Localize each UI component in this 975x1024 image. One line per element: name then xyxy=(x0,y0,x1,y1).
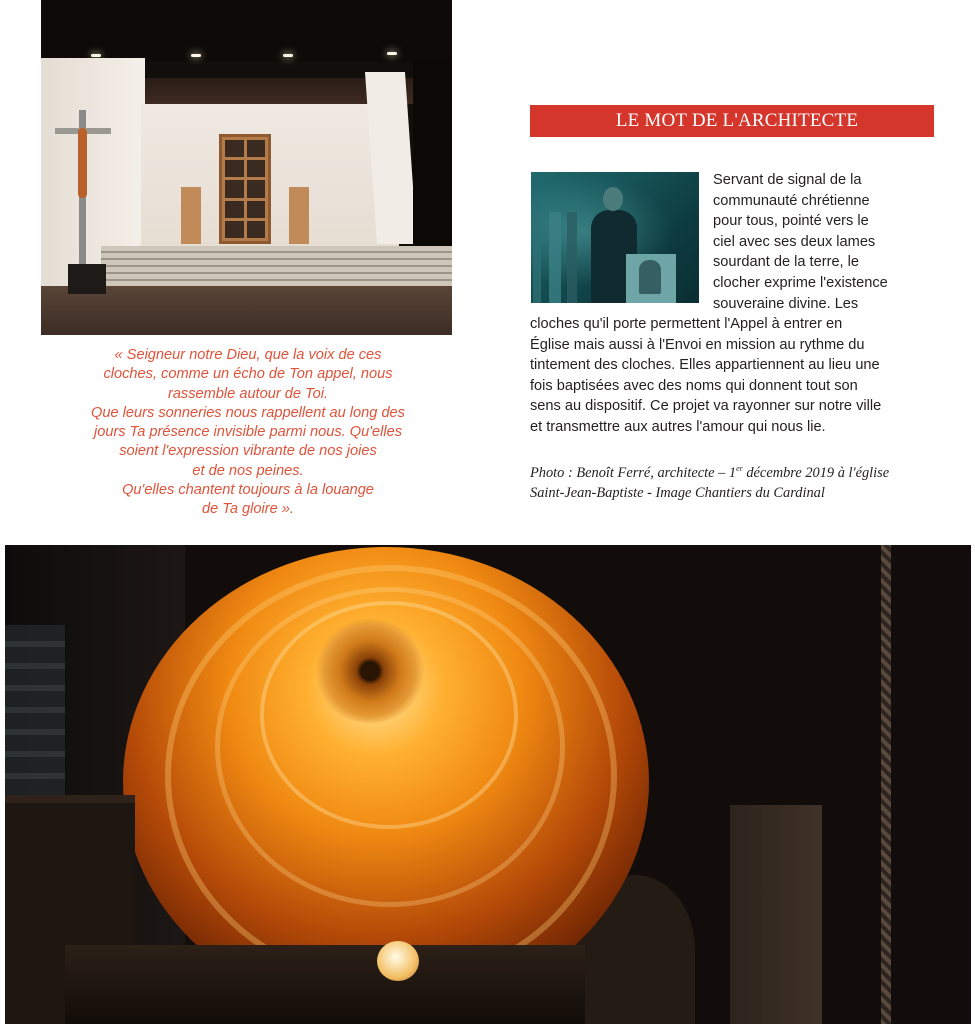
section-title: LE MOT DE L'ARCHITECTE xyxy=(615,110,859,131)
article-line: Servant de signal de la xyxy=(713,172,862,188)
article-line: clocher exprime l'existence xyxy=(713,274,888,291)
prayer-line: jours Ta présence invisible parmi nous. Qu'elles xyxy=(93,424,403,441)
prayer-line: Qu'elles chantent toujours à la louange xyxy=(122,482,374,499)
photo-dark-side xyxy=(413,60,452,260)
audience-figures xyxy=(533,212,583,303)
bell-frame-right xyxy=(730,805,822,1024)
prayer-line: de Ta gloire ». xyxy=(202,501,294,518)
main-door xyxy=(219,134,271,244)
church-steps xyxy=(101,246,452,286)
ceiling-light xyxy=(387,52,397,55)
bell-frame-bottom xyxy=(65,945,585,1024)
ceiling-light xyxy=(191,54,201,57)
article-line: communauté chrétienne xyxy=(713,192,870,209)
article-line: sens au dispositif. Ce projet va rayonner sur notre ville xyxy=(530,398,882,415)
article-text-wrapped xyxy=(713,170,888,314)
side-door-left xyxy=(181,187,201,244)
article-text-full xyxy=(530,314,881,438)
article-line: cloches qu'il porte permettent l'Appel à entrer en xyxy=(530,316,843,332)
article-line: souveraine divine. Les xyxy=(713,295,859,312)
article-line: sourdant de la terre, le xyxy=(713,254,860,271)
credit-superscript: er xyxy=(736,464,743,473)
prayer-line: et de nos peines. xyxy=(192,462,304,479)
article-line: tintement des cloches. Elles appartiennent au lieu une xyxy=(530,357,880,374)
bell-rope xyxy=(881,545,891,1024)
prayer-line: Que leurs sonneries nous rappellent au long des xyxy=(91,404,405,421)
photo-credit xyxy=(530,459,889,503)
credit-line-2: Saint-Jean-Baptiste - Image Chantiers du Cardinal xyxy=(530,484,825,501)
credit-line-1 xyxy=(530,459,889,483)
ceiling-light xyxy=(283,54,293,57)
article-line: ciel avec ses deux lames xyxy=(713,233,876,250)
architect-photo xyxy=(531,172,699,303)
bell-crown xyxy=(315,619,425,723)
prayer-line: rassemble autour de Toi. xyxy=(167,385,329,402)
article-line: fois baptisées avec des noms qui donnent tout son xyxy=(530,377,858,394)
prayer-line: soient l'expression vibrante de nos joies xyxy=(119,443,377,460)
crucifix-figure xyxy=(78,128,87,198)
clapper-ball xyxy=(377,941,419,981)
ceiling-light xyxy=(91,54,101,57)
prayer-line: « Seigneur notre Dieu, que la voix de ces xyxy=(114,347,382,363)
article-line: et transmettre aux autres l'amour qui nous lie. xyxy=(530,418,826,435)
article-line: pour tous, pointé vers le xyxy=(713,213,869,230)
credit-text: Photo : Benoît Ferré, architecte – 1 xyxy=(530,464,737,481)
side-door-right xyxy=(289,187,309,244)
section-header xyxy=(530,105,934,137)
prayer-text xyxy=(58,346,438,520)
article-line: Église mais aussi à l'Envoi en mission au rythme du xyxy=(530,336,865,353)
cross-stand xyxy=(68,264,106,294)
bell-photo xyxy=(5,545,971,1024)
lectern-emblem xyxy=(639,260,661,294)
church-photo xyxy=(41,0,452,335)
architect-head xyxy=(603,187,623,211)
prayer-line: cloches, comme un écho de Ton appel, nous xyxy=(103,366,393,383)
credit-text: décembre 2019 à l'église xyxy=(742,464,890,481)
